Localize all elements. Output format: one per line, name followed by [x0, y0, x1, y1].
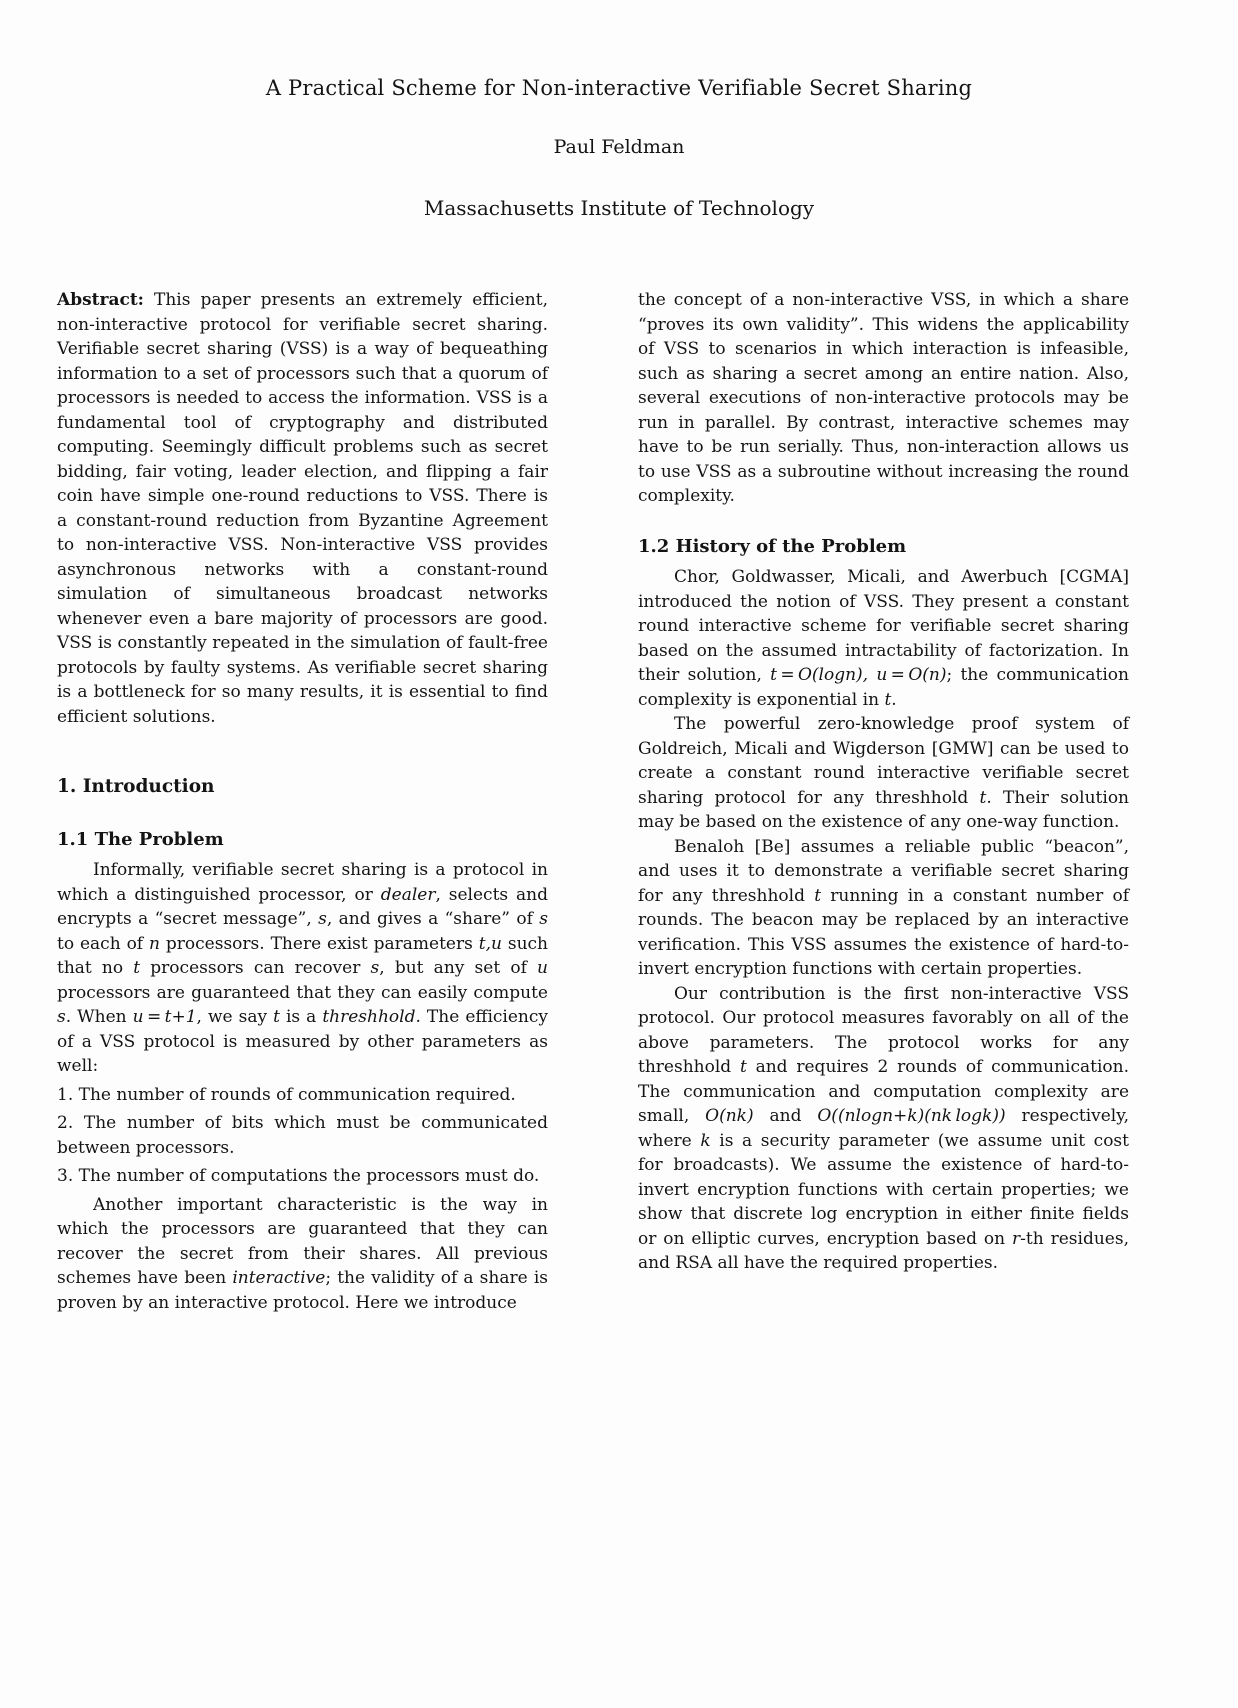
- list-item: 3. The number of computations the processors must do.: [57, 1166, 540, 1186]
- paragraph: Abstract: This paper presents an extremely efficient, non-interactive protocol for verifiable secret sharing. Verifiable secret sharing (VSS) is a way of bequeathing information to a set of processors such that a quorum of processors is needed to access the information. VSS is a fundamental tool of cryptography and distributed computing. Seemingly difficult problems such as secret bidding, fair voting, leader election, and flipping a fair coin have simple one-round reductions to VSS. There is a constant-round reduction from Byzantine Agreement to non-interactive VSS. Non-interactive VSS provides asynchronous networks with a constant-round simulation of simultaneous broadcast networks whenever even a bare majority of processors are good. VSS is constantly repeated in the simulation of fault-free protocols by faulty systems. As verifiable secret sharing is a bottleneck for so many results, it is essential to find efficient solutions.: [57, 290, 548, 727]
- paragraph: Our contribution is the first non-interactive VSS protocol. Our protocol measures favorably on all of the above parameters. The protocol works for any threshhold t and requires 2 rounds of communication. The communication and computation complexity are small, O(nk) and O((nlogn+k)(nk logk)) respectively, where k is a security parameter (we assume unit cost for broadcasts). We assume the existence of hard-to-invert encryption functions with certain properties; we show that discrete log encryption in either finite fields or on elliptic curves, encryption based on r-th residues, and RSA all have the required properties.: [638, 983, 1130, 1273]
- section-heading: 1.2 History of the Problem: [638, 535, 907, 557]
- paragraph: Another important characteristic is the way in which the processors are guaranteed that they can recover the secret from their shares. All previous schemes have been interactive; the validity of a share is proven by an interactive protocol. Here we introduce: [57, 1194, 548, 1313]
- right-column: [638, 288, 1129, 1315]
- paragraph: Chor, Goldwasser, Micali, and Awerbuch [CGMA] introduced the notion of VSS. They present a constant round interactive scheme for verifiable secret sharing based on the assumed intractability of factorization. In their solution, t = O(logn), u = O(n); the communication complexity is exponential in t.: [638, 567, 1129, 710]
- list-item: 1. The number of rounds of communication required.: [57, 1084, 516, 1105]
- section-heading: 1.1 The Problem: [57, 828, 224, 850]
- paper-author: Paul Feldman: [553, 136, 685, 158]
- list-item: 2. The number of bits which must be communicated between processors.: [57, 1113, 548, 1158]
- two-column-body: [57, 288, 1130, 1315]
- section-heading: 1. Introduction: [57, 776, 215, 797]
- paragraph: Informally, verifiable secret sharing is a protocol in which a distinguished processor, or dealer, selects and encrypts a “secret message”, s, and gives a “share” of s to each of n processors. There exist parameters t,u such that no t processors can recover s, but any set of u processors are guaranteed that they can easily compute s. When u = t+1, we say t is a threshhold. The efficiency of a VSS protocol is measured by other parameters as well:: [57, 860, 548, 1076]
- paragraph: Benaloh [Be] assumes a reliable public “beacon”, and uses it to demonstrate a verifiable secret sharing for any threshhold t running in a constant number of rounds. The beacon may be replaced by an interactive verification. This VSS assumes the existence of hard-to-invert encryption functions with certain properties.: [638, 836, 1129, 979]
- paper-title: A Practical Scheme for Non-interactive Verifiable Secret Sharing: [265, 76, 973, 100]
- paragraph: The powerful zero-knowledge proof system of Goldreich, Micali and Wigderson [GMW] can be used to create a constant round interactive verifiable secret sharing protocol for any threshhold t. Their solution may be based on the existence of any one-way function.: [638, 714, 1129, 832]
- left-column: [57, 288, 548, 1315]
- paper-affiliation: Massachusetts Institute of Technology: [423, 196, 815, 220]
- paragraph: the concept of a non-interactive VSS, in which a share “proves its own validity”. This widens the applicability of VSS to scenarios in which interaction is infeasible, such as sharing a secret among an entire nation. Also, several executions of non-interactive protocols may be run in parallel. By contrast, interactive schemes may have to be run serially. Thus, non-interaction allows us to use VSS as a subroutine without increasing the round complexity.: [638, 290, 1129, 506]
